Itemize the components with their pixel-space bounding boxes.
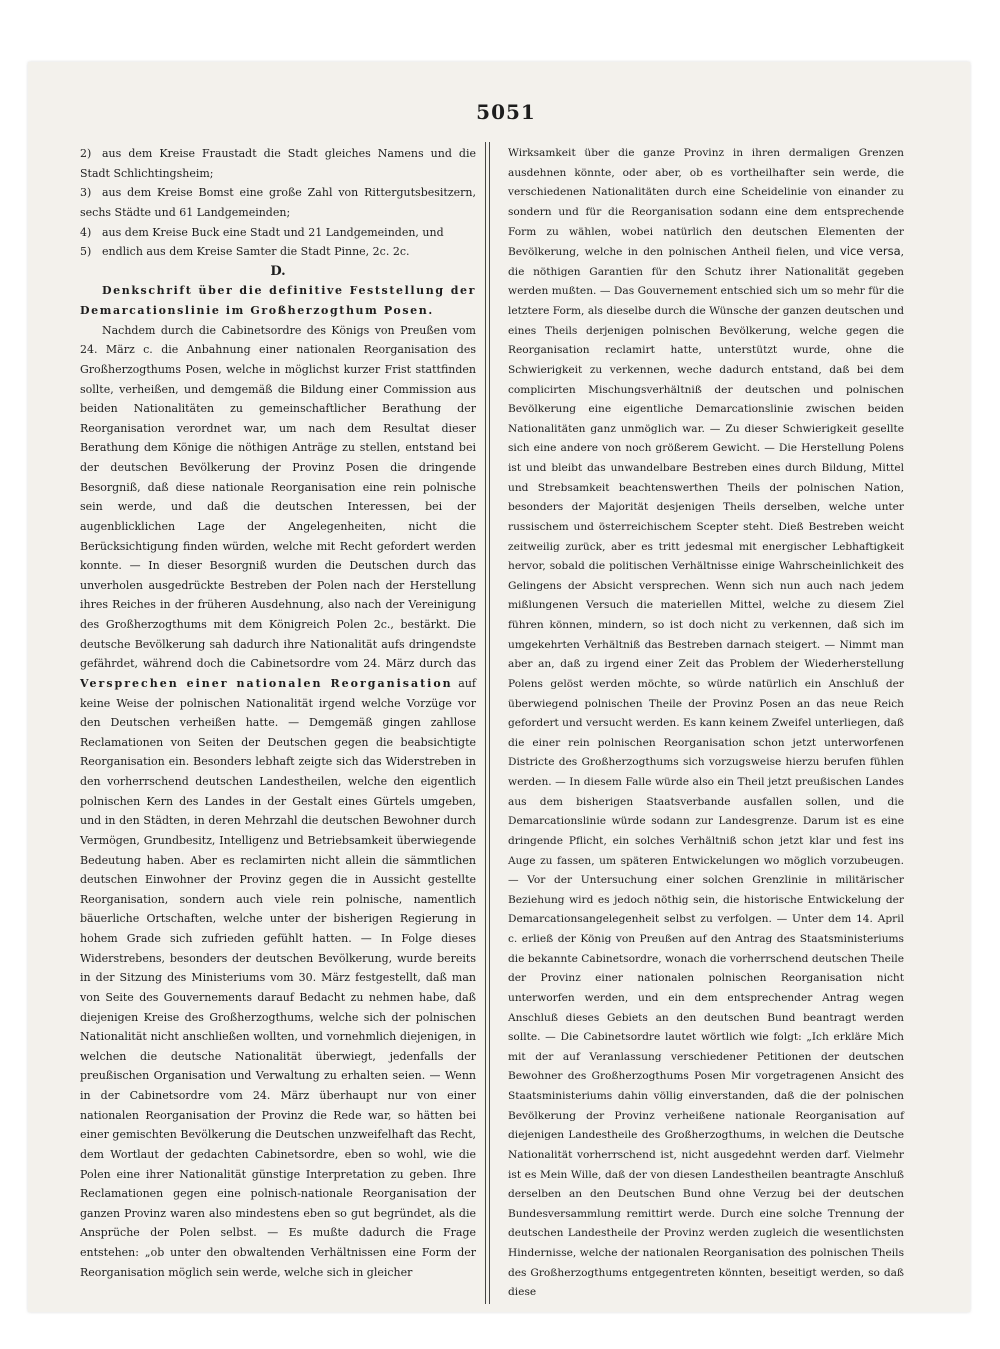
list-number: 3) [80, 186, 92, 200]
section-letter: D. [270, 263, 286, 279]
section-heading: Denkschrift über die definitive Feststellung der Demarcationslinie im Großherzogthum Posen. [80, 284, 476, 317]
body-text: Nachdem durch die Cabinetsordre des Königs von Preußen vom 24. März c. die Anbahnung einer nationalen Reorganisation des Großherzogthums Posen, welche in möglichst kurzer Frist stattfinden sollte, verheißen, und demgemäß die Bildung einer Commission aus beiden Nationalitäten zu gemeinschaftlicher Berathung der Reorganisation verordnet war, um nach dem Resultat dieser Berathung dem Könige die nöthigen Anträge zu stellen, entstand bei der deutschen Bevölkerung der Provinz Posen die dringende Besorgniß, daß diese nationale Reorganisation eine rein polnische sein werde, und daß die deutschen Interessen, bei der augenblicklichen Lage der Angelegenheiten, nicht die Berücksichtigung finden würden, welche mit Recht gefordert werden konnte. — In dieser Besorgniß wurden die Deutschen durch das unverholen ausgedrückte Bestreben der Polen nach der Herstellung ihres Reiches in der früheren Ausdehnung, also nach der Vereinigung des Großherzogthums mit dem Königreich Polen 2c., bestärkt. Die deutsche Bevölkerung sah dadurch ihre Nationalität aufs dringendste gefährdet, während doch die Cabinetsordre vom 24. März durch das [80, 323, 476, 671]
list-text: endlich aus dem Kreise Samter die Stadt Pinne, 2c. 2c. [102, 245, 410, 259]
latin-phrase: vice versa [839, 244, 901, 259]
body-paragraph-right [508, 147, 904, 1298]
list-item-2 [80, 144, 476, 183]
list-item-4 [80, 223, 476, 243]
list-item-3 [80, 183, 476, 222]
body-text-continued: , die nöthigen Garantien für den Schutz ihrer Nationalität gegeben werden mußten. — Das Gouvernement entschied sich um so mehr für die letztere Form, als dieselbe durch die Wünsche der ganzen deutschen und eines Theils derjenigen polnischen Bevölkerung, welche gegen die Reorganisation reclamirt hatte, unterstützt wurde, ohne die Schwierigkeit zu verkennen, weche dadurch entstand, daß bei dem complicirten Mischungsverhältniß der deutschen und polnischen Bevölkerung eine eigentliche Demarcationslinie zwischen beiden Nationalitäten ganz unmöglich war. — Zu dieser Schwierigkeit gesellte sich eine andere von noch größerem Gewicht. — Die Herstellung Polens ist und bleibt das unwandelbare Bestreben eines durch Bildung, Mittel und Strebsamkeit beachtenswerthen Theils der polnischen Nation, besonders der Majorität desjenigen Theils derselben, welche unter russischem und österreichischem Scepter steht. Dieß Bestreben weicht zeitweilig zurück, aber es tritt jedesmal mit energischer Lebhaftigkeit hervor, sobald die politischen Verhältnisse einige Wahrscheinlichkeit des Gelingens der Absicht versprechen. Wenn sich nun auch nach jedem mißlungenen Versuch die materiellen Mittel, welche zu diesem Ziel führen können, mindern, so ist doch nicht zu verkennen, daß sich im umgekehrten Verhältniß das Bestreben darnach steigert. — Nimmt man aber an, daß zu irgend einer Zeit das Problem der Wiederherstellung Polens gelöst werden möchte, so würde natürlich ein Anschluß der überwiegend polnischen Theile der Provinz Posen an das neue Reich gefordert und versucht werden. Es kann keinem Zweifel unterliegen, daß die einer rein polnischen Reorganisation schon jetzt unterworfenen Districte des Großherzogthums sich vorzugsweise hierzu berufen fühlen werden. — In diesem Falle würde also ein Theil jetzt preußischen Landes aus dem bisherigen Staatsverbande ausfallen sollen, und die Demarcationslinie würde sodann zur Landesgrenze. Darum ist es eine dringende Pflicht, ein solches Verhältniß schon jetzt klar und fest ins Auge zu fassen, um späteren Entwickelungen wo möglich vorzubeugen. — Vor der Untersuchung einer solchen Grenzlinie in militärischer Beziehung wird es jedoch nöthig sein, die historische Entwickelung der Demarcationsangelegenheit selbst zu verfolgen. — Unter dem 14. April c. erließ der König von Preußen auf den Antrag des Staatsministeriums die bekannte Cabinetsordre, wonach die vorherrschend deutschen Theile der Provinz einer nationalen polnischen Reorganisation nicht unterworfen werden, und ein dem entsprechender Antrag wegen Anschluß dieses Gebiets an den deutschen Bund beantragt werden sollte. — Die Cabinetsordre lautet wörtlich wie folgt: „Ich erkläre Mich mit der auf Veranlassung verschiedener Petitionen der deutschen Bewohner des Großherzogthums Posen Mir vorgetragenen Ansicht des Staatsministeriums dahin völlig einverstanden, daß die der polnischen Bevölkerung der Provinz verheißene nationale Reorganisation auf diejenigen Landestheile des Großherzogthums, in welchen die Deutsche Nationalität vorherrschend ist, nicht ausgedehnt werden darf. Vielmehr ist es Mein Wille, daß der von diesen Landestheilen beantragte Anschluß derselben an den Deutschen Bund ohne Verzug bei der deutschen Bundesversammlung remittirt werde. Durch eine solche Trennung der deutschen Landestheile der Provinz werden zugleich die wesentlichsten Hindernisse, welche der nationalen Reorganisation des polnischen Theils des Großherzogthums entgegentreten könnten, beseitigt werden, so daß diese [508, 246, 905, 1299]
left-column [80, 144, 476, 1282]
emphasis-text: Versprechen einer nationalen Reorganisation [80, 676, 453, 690]
list-text: aus dem Kreise Buck eine Stadt und 21 Landgemeinden, und [102, 225, 444, 239]
column-divider [485, 142, 490, 1304]
body-text-continued: auf keine Weise der polnischen Nationalität irgend welche Vorzüge vor den Deutschen verheißen hatte. — Demgemäß gingen zahllose Reclamationen von Seiten der Deutschen gegen die beabsichtigte Reorganisation ein. Besonders lebhaft zeigte sich das Widerstreben in den vorherrschend deutschen Landestheilen, welche den eigentlich polnischen Kern des Landes in der Gestalt eines Gürtels umgeben, und in den Städten, in deren Mehrzahl die deutschen Bewohner durch Vermögen, Grundbesitz, Intelligenz und Betriebsamkeit überwiegende Bedeutung haben. Aber es reclamirten nicht allein die sämmtlichen deutschen Einwohner der Provinz gegen die in Aussicht gestellte Reorganisation, sondern auch viele rein polnische, namentlich bäuerliche Ortschaften, welche unter der bisherigen Regierung in hohem Grade sich zufrieden gefühlt hatten. — In Folge dieses Widerstrebens, besonders der deutschen Bevölkerung, wurde bereits in der Sitzung des Ministeriums vom 30. März festgestellt, daß man von Seite des Gouvernements darauf Bedacht zu nehmen habe, daß diejenigen Kreise des Großherzogthums, welche sich der polnischen Nationalität nicht anschließen wollten, und vornehmlich diejenigen, in welchen die deutsche Nationalität überwiegt, jedenfalls der preußischen Organisation und Verwaltung zu erhalten seien. — Wenn in der Cabinetsordre vom 24. März überhaupt nur von einer nationalen Reorganisation der Provinz die Rede war, so hätten bei einer gemischten Bevölkerung die Deutschen unzweifelhaft das Recht, dem Wortlaut der gedachten Cabinetsordre, eben so wohl, wie die Polen eine ihrer Nationalität günstige Interpretation zu geben. Ihre Reclamationen gegen eine polnisch-nationale Reorganisation der ganzen Provinz waren also mindestens eben so gut begründet, als die Ansprüche der Polen selbst. — Es mußte dadurch die Frage entstehen: „ob unter den obwaltenden Verhältnissen eine Form der Reorganisation möglich sein werde, welche sich in gleicher [80, 676, 476, 1279]
list-item-5 [80, 242, 476, 262]
right-column [508, 144, 904, 1303]
page-number: 5051 [476, 100, 536, 124]
list-text: aus dem Kreise Bomst eine große Zahl von Rittergutsbesitzern, sechs Städte und 61 Landgemeinden; [80, 186, 476, 219]
list-number: 4) [80, 225, 92, 239]
list-number: 5) [80, 245, 92, 259]
body-text: Wirksamkeit über die ganze Provinz in ihren dermaligen Grenzen ausdehnen könnte, oder aber, ob es vortheilhafter sein werde, die verschiedenen Nationalitäten durch eine Scheidelinie von einander zu sondern und für die Reorganisation sodann eine dem entsprechende Form zu wählen, wobei natürlich den deutschen Elementen der Bevölkerung, welche in den polnischen Antheil fielen, und [508, 147, 904, 259]
body-paragraph-left [80, 321, 476, 1283]
list-text: aus dem Kreise Fraustadt die Stadt gleiches Namens und die Stadt Schlichtingsheim; [80, 147, 476, 180]
list-number: 2) [80, 147, 92, 160]
